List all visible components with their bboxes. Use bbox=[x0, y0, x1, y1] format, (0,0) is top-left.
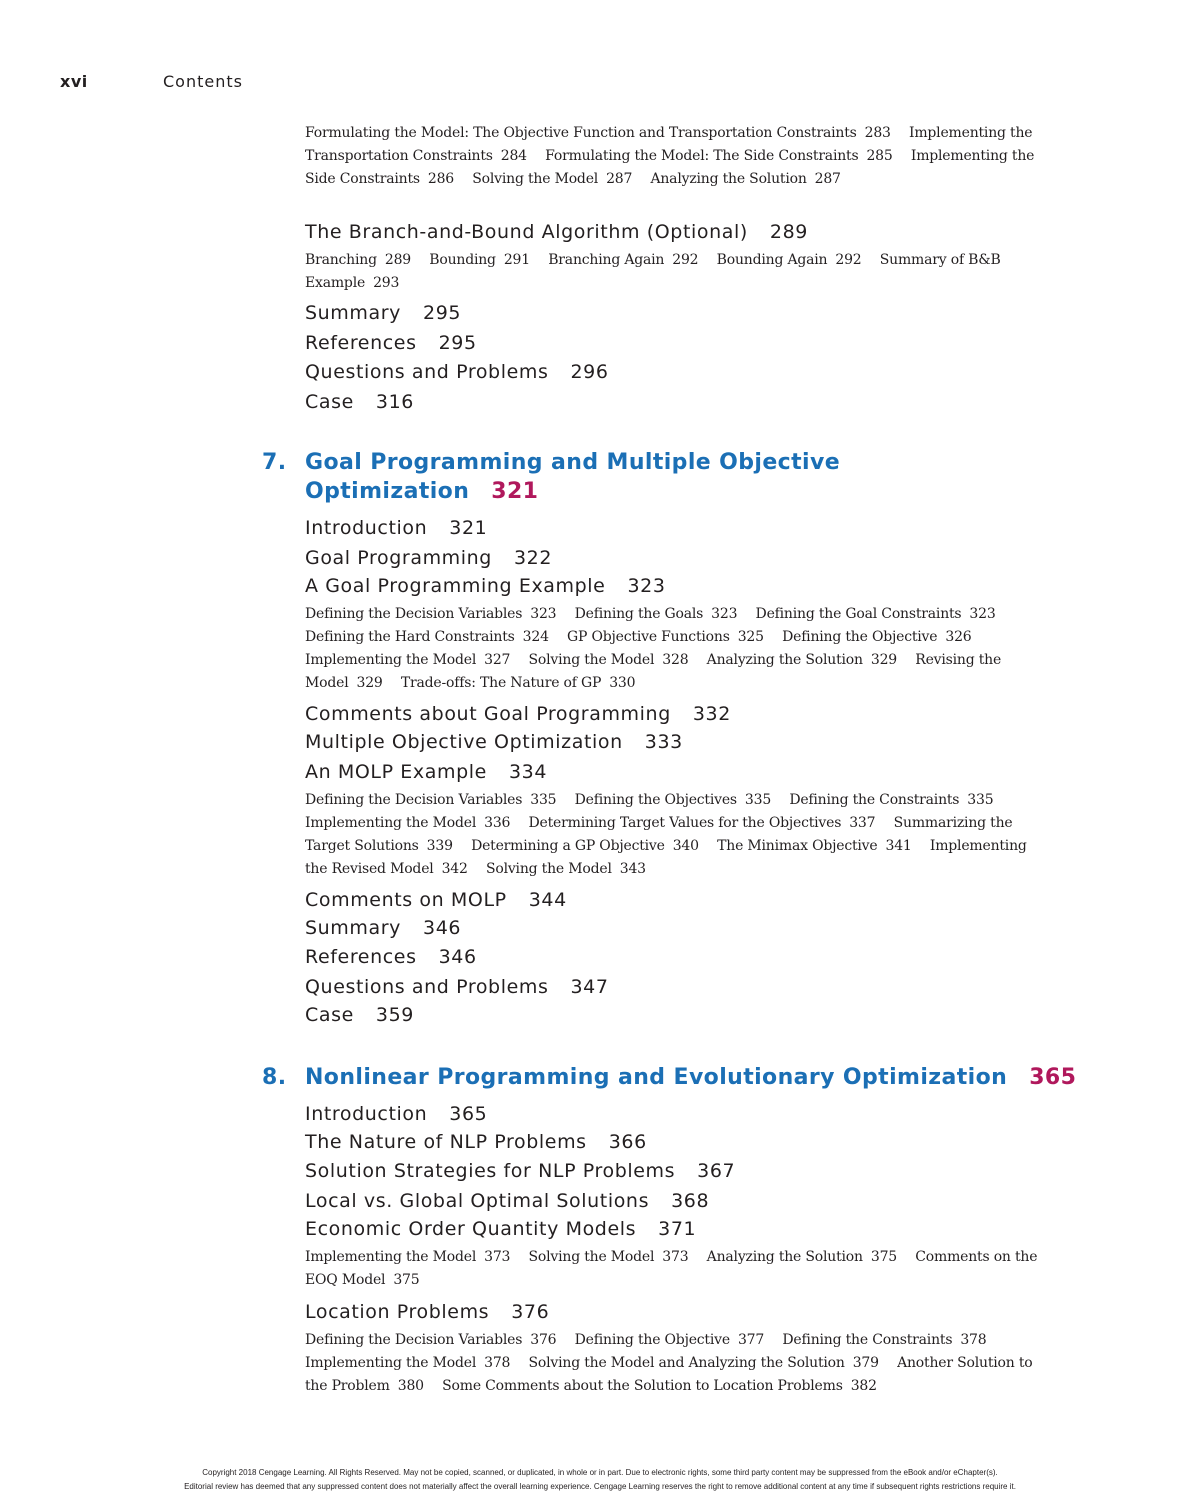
section-page-number: 295 bbox=[423, 302, 462, 324]
toc-section-entry[interactable] bbox=[305, 1131, 647, 1153]
toc-section-entry[interactable] bbox=[305, 1301, 549, 1323]
toc-section-entry[interactable] bbox=[305, 761, 547, 783]
subsection-entry[interactable]: Defining the Constraints 335 bbox=[789, 792, 994, 808]
subsection-page-number: 335 bbox=[967, 792, 994, 808]
section-title: Introduction bbox=[305, 517, 428, 539]
subsection-page-number: 293 bbox=[373, 275, 400, 291]
subsection-page-number: 292 bbox=[835, 252, 862, 268]
toc-subsection-list bbox=[305, 1329, 1045, 1398]
section-page-number: 371 bbox=[658, 1218, 697, 1240]
section-page-number: 346 bbox=[438, 946, 477, 968]
toc-section-entry[interactable] bbox=[305, 1218, 696, 1240]
subsection-entry[interactable]: Solving the Model 373 bbox=[528, 1249, 689, 1265]
subsection-page-number: 343 bbox=[619, 861, 646, 877]
subsection-page-number: 379 bbox=[852, 1355, 879, 1371]
subsection-entry[interactable]: Defining the Goal Constraints 323 bbox=[755, 606, 996, 622]
section-page-number: 334 bbox=[508, 761, 548, 783]
section-page-number: 332 bbox=[692, 703, 731, 725]
toc-section-entry[interactable] bbox=[305, 889, 567, 911]
subsection-entry[interactable]: Implementing the Transportation Constraints 284 bbox=[305, 125, 1033, 164]
subsection-page-number: 284 bbox=[500, 148, 527, 164]
section-page-number: 323 bbox=[627, 575, 666, 597]
subsection-page-number: 337 bbox=[849, 815, 876, 831]
section-page-number: 368 bbox=[671, 1190, 710, 1212]
subsection-page-number: 326 bbox=[945, 629, 972, 645]
chapter-title-line: Optimization 321 bbox=[305, 479, 539, 504]
subsection-entry[interactable]: Determining a GP Objective 340 bbox=[471, 838, 699, 854]
section-title: Location Problems bbox=[305, 1301, 490, 1323]
subsection-page-number: 340 bbox=[672, 838, 699, 854]
subsection-entry[interactable]: Analyzing the Solution 329 bbox=[706, 652, 897, 668]
section-title: Summary bbox=[305, 917, 402, 939]
subsection-entry[interactable]: Implementing the Side Constraints 286 bbox=[305, 148, 1035, 187]
section-page-number: 347 bbox=[570, 976, 609, 998]
subsection-entry[interactable]: Branching 289 bbox=[305, 252, 411, 268]
subsection-page-number: 342 bbox=[441, 861, 468, 877]
section-title: Questions and Problems bbox=[305, 361, 549, 383]
toc-section-entry[interactable] bbox=[305, 361, 609, 383]
subsection-entry[interactable]: Defining the Decision Variables 323 bbox=[305, 606, 557, 622]
toc-subsection-list bbox=[305, 249, 1045, 295]
section-page-number: 289 bbox=[769, 221, 808, 243]
toc-section-entry[interactable] bbox=[305, 731, 683, 753]
subsection-page-number: 336 bbox=[484, 815, 511, 831]
section-title: Introduction bbox=[305, 1103, 428, 1125]
toc-subsection-list bbox=[305, 789, 1045, 881]
subsection-page-number: 286 bbox=[427, 171, 455, 187]
subsection-entry[interactable]: Defining the Decision Variables 335 bbox=[305, 792, 557, 808]
section-page-number: 296 bbox=[570, 361, 609, 383]
running-title: Contents bbox=[163, 72, 243, 91]
subsection-entry[interactable]: Defining the Objective 377 bbox=[574, 1332, 765, 1348]
section-title: Economic Order Quantity Models bbox=[305, 1218, 637, 1240]
section-page-number: 333 bbox=[644, 731, 683, 753]
toc-section-entry[interactable] bbox=[305, 517, 487, 539]
section-title: Multiple Objective Optimization bbox=[305, 731, 623, 753]
subsection-entry[interactable]: Bounding Again 292 bbox=[716, 252, 862, 268]
section-page-number: 344 bbox=[528, 889, 567, 911]
subsection-page-number: 341 bbox=[885, 838, 912, 854]
section-page-number: 321 bbox=[449, 517, 488, 539]
subsection-page-number: 283 bbox=[864, 125, 891, 141]
subsection-page-number: 373 bbox=[484, 1249, 511, 1265]
copyright-footer bbox=[60, 1466, 1140, 1494]
copyright-line-2: Editorial review has deemed that any suppressed content does not materially affect the overall learning experience. Cengage Learning reserves the right to remove additional content at any time if subsequent rights restrictions require it. bbox=[184, 1482, 1016, 1491]
subsection-page-number: 335 bbox=[744, 792, 772, 808]
toc-section-entry[interactable] bbox=[305, 575, 666, 597]
toc-subsection-list bbox=[305, 1246, 1045, 1292]
chapter-number: 7. bbox=[262, 450, 287, 475]
subsection-entry[interactable]: Solving the Model 287 bbox=[472, 171, 633, 187]
toc-section-entry[interactable] bbox=[305, 302, 461, 324]
subsection-entry[interactable]: Defining the Constraints 378 bbox=[782, 1332, 987, 1348]
subsection-page-number: 323 bbox=[711, 606, 738, 622]
subsection-entry[interactable]: Solving the Model 328 bbox=[528, 652, 689, 668]
subsection-page-number: 339 bbox=[426, 838, 453, 854]
toc-section-entry[interactable] bbox=[305, 332, 477, 354]
section-title: Case bbox=[305, 391, 354, 413]
subsection-page-number: 375 bbox=[393, 1272, 420, 1288]
section-title: Local vs. Global Optimal Solutions bbox=[305, 1190, 650, 1212]
section-page-number: 322 bbox=[513, 547, 553, 569]
chapter-page-number: 365 bbox=[1029, 1065, 1077, 1090]
section-title: A Goal Programming Example bbox=[305, 575, 606, 597]
page-number: xvi bbox=[60, 72, 88, 91]
subsection-page-number: 327 bbox=[484, 652, 511, 668]
section-title: Solution Strategies for NLP Problems bbox=[305, 1160, 676, 1182]
toc-subsection-list bbox=[305, 603, 1045, 695]
section-title: Summary bbox=[305, 302, 402, 324]
subsection-entry[interactable]: Comments on the EOQ Model 375 bbox=[305, 1249, 1038, 1288]
section-title: The Nature of NLP Problems bbox=[305, 1131, 587, 1153]
subsection-page-number: 375 bbox=[870, 1249, 897, 1265]
section-title: Questions and Problems bbox=[305, 976, 549, 998]
subsection-entry[interactable]: Defining the Objective 326 bbox=[782, 629, 972, 645]
subsection-page-number: 291 bbox=[503, 252, 530, 268]
subsection-entry[interactable]: Trade-offs: The Nature of GP 330 bbox=[400, 675, 636, 691]
toc-section-entry[interactable] bbox=[305, 391, 414, 413]
subsection-entry[interactable]: Implementing the Revised Model 342 bbox=[305, 838, 1027, 877]
copyright-line-1: Copyright 2018 Cengage Learning. All Rights Reserved. May not be copied, scanned, or duplicated, in whole or in part. Due to electronic rights, some third party content may be suppressed from the eBook and/or eChapter(s). bbox=[202, 1468, 998, 1477]
toc-section-entry[interactable] bbox=[305, 917, 461, 939]
toc-section-entry[interactable] bbox=[305, 221, 808, 243]
section-title: Goal Programming bbox=[305, 547, 492, 569]
toc-section-entry[interactable] bbox=[305, 547, 552, 569]
subsection-page-number: 373 bbox=[662, 1249, 689, 1265]
subsection-page-number: 325 bbox=[737, 629, 764, 645]
subsection-entry[interactable]: Determining Target Values for the Objectives 337 bbox=[528, 815, 876, 831]
subsection-page-number: 289 bbox=[384, 252, 411, 268]
section-title: References bbox=[305, 332, 417, 354]
chapter-title bbox=[305, 1063, 1076, 1092]
subsection-page-number: 330 bbox=[609, 675, 636, 691]
section-page-number: 316 bbox=[375, 391, 414, 413]
subsection-page-number: 335 bbox=[530, 792, 557, 808]
subsection-entry[interactable]: GP Objective Functions 325 bbox=[567, 629, 764, 645]
subsection-entry[interactable]: Implementing the Model 327 bbox=[305, 652, 511, 668]
subsection-entry[interactable]: Bounding 291 bbox=[429, 252, 530, 268]
subsection-page-number: 329 bbox=[870, 652, 897, 668]
toc-section-entry[interactable] bbox=[305, 1190, 709, 1212]
subsection-entry[interactable]: Analyzing the Solution 287 bbox=[650, 171, 841, 187]
subsection-entry[interactable]: Solving the Model and Analyzing the Solution 379 bbox=[528, 1355, 879, 1371]
subsection-page-number: 380 bbox=[397, 1378, 424, 1394]
subsection-page-number: 323 bbox=[530, 606, 557, 622]
subsection-entry[interactable]: Some Comments about the Solution to Location Problems 382 bbox=[442, 1378, 877, 1394]
subsection-page-number: 329 bbox=[356, 675, 383, 691]
subsection-page-number: 376 bbox=[530, 1332, 557, 1348]
toc-section-entry[interactable] bbox=[305, 1004, 414, 1026]
subsection-page-number: 324 bbox=[522, 629, 549, 645]
subsection-page-number: 378 bbox=[960, 1332, 987, 1348]
toc-section-entry[interactable] bbox=[305, 946, 477, 968]
subsection-entry[interactable]: Branching Again 292 bbox=[548, 252, 699, 268]
subsection-page-number: 285 bbox=[866, 148, 893, 164]
section-page-number: 359 bbox=[375, 1004, 414, 1026]
chapter-page-number: 321 bbox=[491, 479, 539, 504]
subsection-entry[interactable]: The Minimax Objective 341 bbox=[717, 838, 912, 854]
subsection-entry[interactable]: Defining the Goals 323 bbox=[574, 606, 738, 622]
subsection-entry[interactable]: Implementing the Model 373 bbox=[305, 1249, 511, 1265]
chapter-number: 8. bbox=[262, 1065, 287, 1090]
section-title: Comments about Goal Programming bbox=[305, 703, 671, 725]
section-title: An MOLP Example bbox=[305, 761, 487, 783]
subsection-page-number: 377 bbox=[737, 1332, 765, 1348]
section-title: The Branch-and-Bound Algorithm (Optional) bbox=[305, 221, 748, 243]
toc-section-entry[interactable] bbox=[305, 1160, 735, 1182]
toc-section-entry[interactable] bbox=[305, 1103, 487, 1125]
section-title: References bbox=[305, 946, 417, 968]
subsection-entry[interactable]: Formulating the Model: The Side Constraints 285 bbox=[545, 148, 893, 164]
subsection-entry[interactable]: Analyzing the Solution 375 bbox=[706, 1249, 897, 1265]
subsection-entry[interactable]: Solving the Model 343 bbox=[485, 861, 646, 877]
section-title: Comments on MOLP bbox=[305, 889, 507, 911]
section-page-number: 365 bbox=[449, 1103, 488, 1125]
subsection-entry[interactable]: Implementing the Model 336 bbox=[305, 815, 511, 831]
chapter-title-line: Nonlinear Programming and Evolutionary Optimization 365 bbox=[305, 1065, 1077, 1090]
section-page-number: 376 bbox=[511, 1301, 550, 1323]
toc-subsection-list bbox=[305, 122, 1045, 191]
subsection-page-number: 378 bbox=[484, 1355, 511, 1371]
section-title: Case bbox=[305, 1004, 354, 1026]
section-page-number: 346 bbox=[423, 917, 462, 939]
subsection-page-number: 287 bbox=[814, 171, 841, 187]
subsection-page-number: 323 bbox=[969, 606, 996, 622]
subsection-entry[interactable]: Formulating the Model: The Objective Function and Transportation Constraints 283 bbox=[305, 125, 891, 141]
subsection-entry[interactable]: Defining the Objectives 335 bbox=[574, 792, 772, 808]
subsection-page-number: 328 bbox=[662, 652, 689, 668]
subsection-entry[interactable]: Defining the Hard Constraints 324 bbox=[305, 629, 549, 645]
subsection-page-number: 287 bbox=[606, 171, 633, 187]
section-page-number: 367 bbox=[697, 1160, 736, 1182]
subsection-entry[interactable]: Defining the Decision Variables 376 bbox=[305, 1332, 557, 1348]
subsection-entry[interactable]: Summary of B&B Example 293 bbox=[305, 252, 1001, 291]
section-page-number: 366 bbox=[608, 1131, 647, 1153]
toc-section-entry[interactable] bbox=[305, 976, 609, 998]
chapter-title-line: Goal Programming and Multiple Objective bbox=[305, 450, 841, 475]
subsection-entry[interactable]: Another Solution to the Problem 380 bbox=[305, 1355, 1033, 1394]
section-page-number: 295 bbox=[438, 332, 477, 354]
toc-section-entry[interactable] bbox=[305, 703, 731, 725]
subsection-page-number: 382 bbox=[850, 1378, 877, 1394]
subsection-page-number: 292 bbox=[672, 252, 699, 268]
subsection-entry[interactable]: Revising the Model 329 bbox=[305, 652, 1002, 691]
subsection-entry[interactable]: Implementing the Model 378 bbox=[305, 1355, 511, 1371]
subsection-entry[interactable]: Summarizing the Target Solutions 339 bbox=[305, 815, 1013, 854]
chapter-title bbox=[305, 448, 840, 506]
